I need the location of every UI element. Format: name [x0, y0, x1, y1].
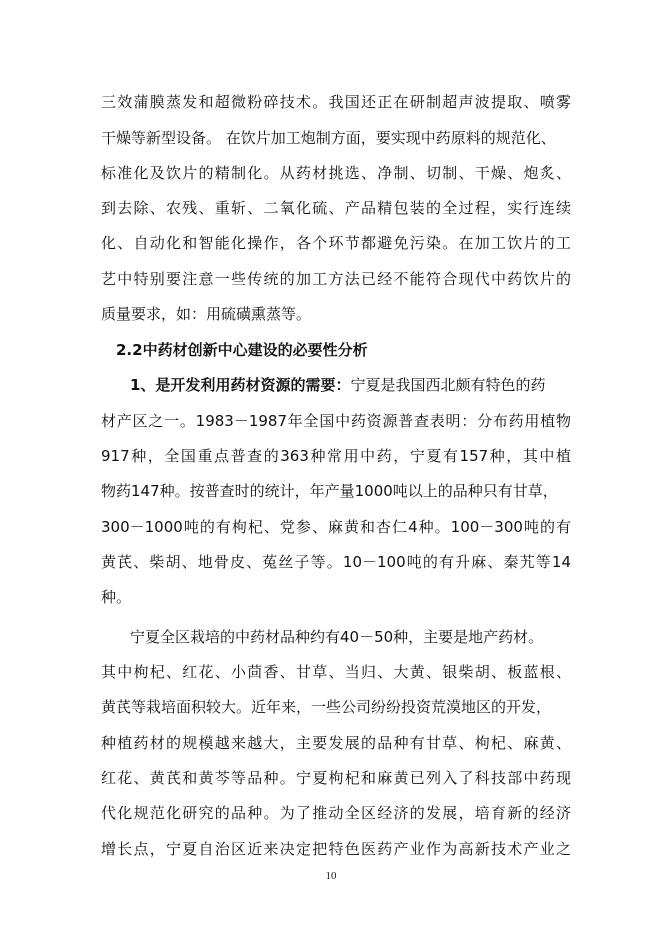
- paragraph-3-line-7: 增长点，宁夏自治区近来决定把特色医药产业作为高新技术产业之: [101, 840, 571, 858]
- paragraph-2-line-1-rest: 宁夏是我国西北颇有特色的药: [350, 376, 546, 394]
- paragraph-1-line-2: 干燥等新型设备。 在饮片加工炮制方面，要实现中药原料的规范化、: [101, 129, 556, 147]
- section-heading: 2.2中药材创新中心建设的必要性分析: [116, 341, 368, 359]
- paragraph-1-line-6: 艺中特别要注意一些传统的加工方法已经不能符合现代中药饮片的: [101, 270, 571, 288]
- paragraph-3-line-3: 黄芪等栽培面积较大。近年来，一些公司纷纷投资荒漠地区的开发，: [101, 698, 552, 716]
- paragraph-1-line-1: 三效蒲膜蒸发和超微粉碎技术。我国还正在研制超声波提取、喷雾: [101, 93, 571, 111]
- paragraph-1-line-3: 标准化及饮片的精制化。从药材挑选、净制、切制、干燥、炮炙、: [101, 164, 571, 182]
- page-number: 10: [325, 870, 337, 882]
- paragraph-1-line-5: 化、自动化和智能化操作，各个环节都避免污染。在加工饮片的工: [101, 234, 571, 252]
- paragraph-3-line-1: 宁夏全区栽培的中药材品种约有40－50种，主要是地产药材。: [130, 628, 544, 646]
- paragraph-2-line-7: 种。: [101, 588, 132, 606]
- paragraph-2-line-6: 黄芪、柴胡、地骨皮、菟丝子等。10－100吨的有升麻、秦艽等14: [101, 553, 571, 571]
- paragraph-3-line-6: 代化规范化研究的品种。为了推动全区经济的发展，培育新的经济: [101, 804, 571, 822]
- paragraph-1-line-4: 到去除、农残、重斩、二氧化硫、产品精包装的全过程，实行连续: [101, 199, 571, 217]
- paragraph-3-line-5: 红花、黄芪和黄芩等品种。宁夏枸杞和麻黄已列入了科技部中药现: [101, 769, 571, 787]
- paragraph-3-line-2: 其中枸杞、红花、小茴香、甘草、当归、大黄、银柴胡、板蓝根、: [101, 663, 571, 681]
- paragraph-1-line-7: 质量要求，如：用硫磺熏蒸等。: [101, 305, 312, 323]
- paragraph-2-line-3: 917种，全国重点普查的363种常用中药，宁夏有157种，其中植: [101, 447, 571, 465]
- paragraph-2-line-5: 300－1000吨的有枸杞、党参、麻黄和杏仁4种。100－300吨的有: [101, 518, 571, 536]
- subsection-label: 1、是开发利用药材资源的需要：: [130, 376, 351, 394]
- paragraph-2-line-2: 材产区之一。1983－1987年全国中药资源普查表明：分布药用植物: [101, 412, 571, 430]
- paragraph-3-line-4: 种植药材的规模越来越大，主要发展的品种有甘草、枸杞、麻黄、: [101, 734, 571, 752]
- paragraph-2-line-1: [130, 375, 571, 395]
- paragraph-2-line-4: 物药147种。按普查时的统计，年产量1000吨以上的品种只有甘草，: [101, 482, 558, 500]
